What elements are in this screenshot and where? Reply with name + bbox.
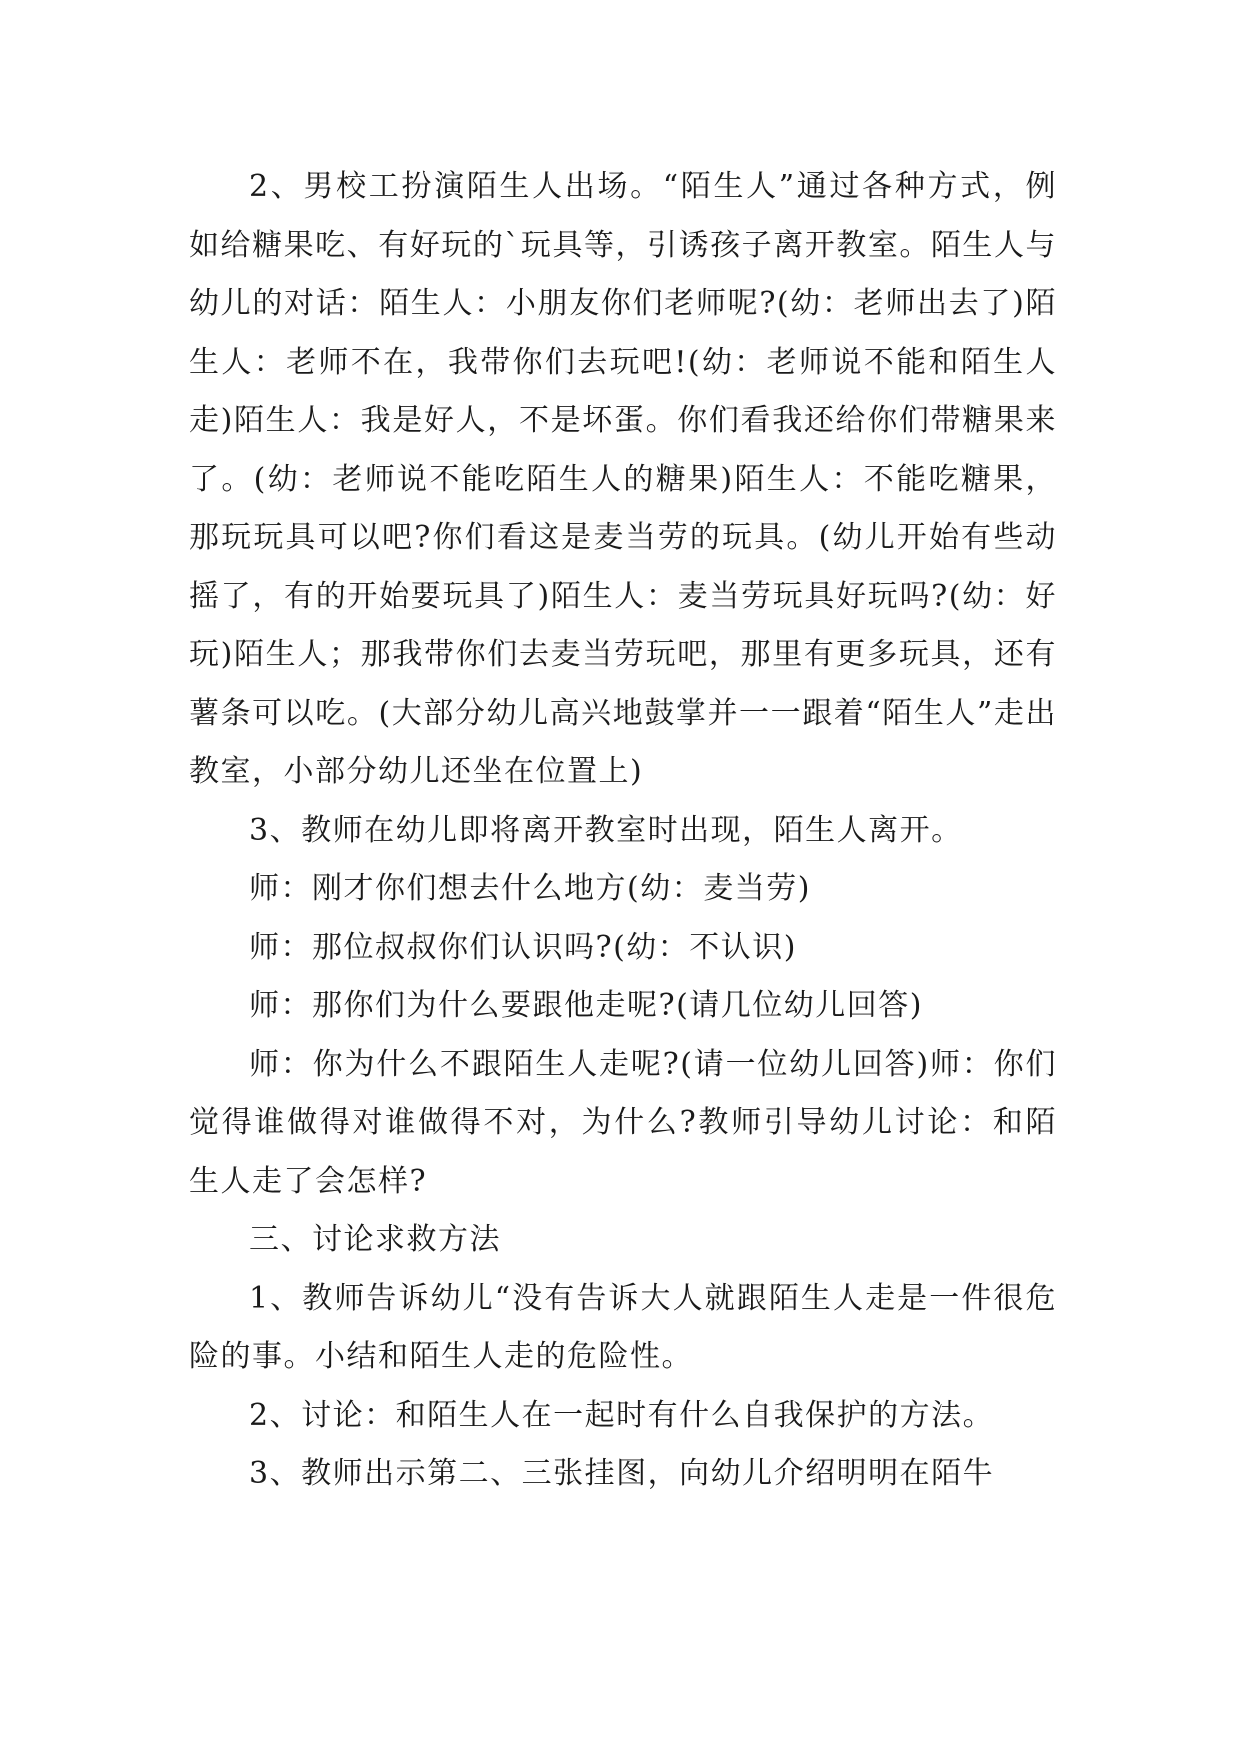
paragraph-self-protection: 2、讨论：和陌生人在一起时有什么自我保护的方法。 xyxy=(249,1397,995,1433)
paragraph-danger-summary: 1、教师告诉幼儿“没有告诉大人就跟陌生人走是一件很危险的事。小结和陌生人走的危险性。 xyxy=(189,1280,1057,1374)
document-body xyxy=(189,158,1057,1504)
paragraph-teacher-appears: 3、教师在幼儿即将离开教室时出现，陌生人离开。 xyxy=(249,812,963,848)
paragraph-dialogue-discuss: 师：你为什么不跟陌生人走呢?(请一位幼儿回答)师：你们觉得谁做得对谁做得不对，为什么?教师引导幼儿讨论：和陌生人走了会怎样? xyxy=(189,1046,1057,1199)
section-heading-rescue-methods: 三、讨论求救方法 xyxy=(249,1222,501,1257)
paragraph-wall-charts: 3、教师出示第二、三张挂图，向幼儿介绍明明在陌牛 xyxy=(249,1456,995,1491)
paragraph-dialogue-why: 师：那你们为什么要跟他走呢?(请几位幼儿回答) xyxy=(249,988,923,1023)
paragraph-stranger-scene: 2、男校工扮演陌生人出场。“陌生人”通过各种方式，例如给糖果吃、有好玩的`玩具等，引诱孩子离开教室。陌生人与幼儿的对话：陌生人：小朋友你们老师呢?(幼：老师出去了)陌生人：老师不在，我带你们去玩吧!(幼：老师说不能和陌生人走)陌生人：我是好人，不是坏蛋。你们看我还给你们带糖果来了。(幼：老师说不能吃陌生人的糖果)陌生人：不能吃糖果，那玩玩具可以吧?你们看这是麦当劳的玩具。(幼儿开始有些动摇了，有的开始要玩具了)陌生人：麦当劳玩具好玩吗?(幼：好玩)陌生人；那我带你们去麦当劳玩吧，那里有更多玩具，还有薯条可以吃。(大部分幼儿高兴地鼓掌并一一跟着“陌生人”走出教室，小部分幼儿还坐在位置上) xyxy=(189,169,1057,789)
paragraph-dialogue-where: 师：刚才你们想去什么地方(幼：麦当劳) xyxy=(249,871,811,906)
paragraph-dialogue-know: 师：那位叔叔你们认识吗?(幼：不认识) xyxy=(249,929,797,965)
